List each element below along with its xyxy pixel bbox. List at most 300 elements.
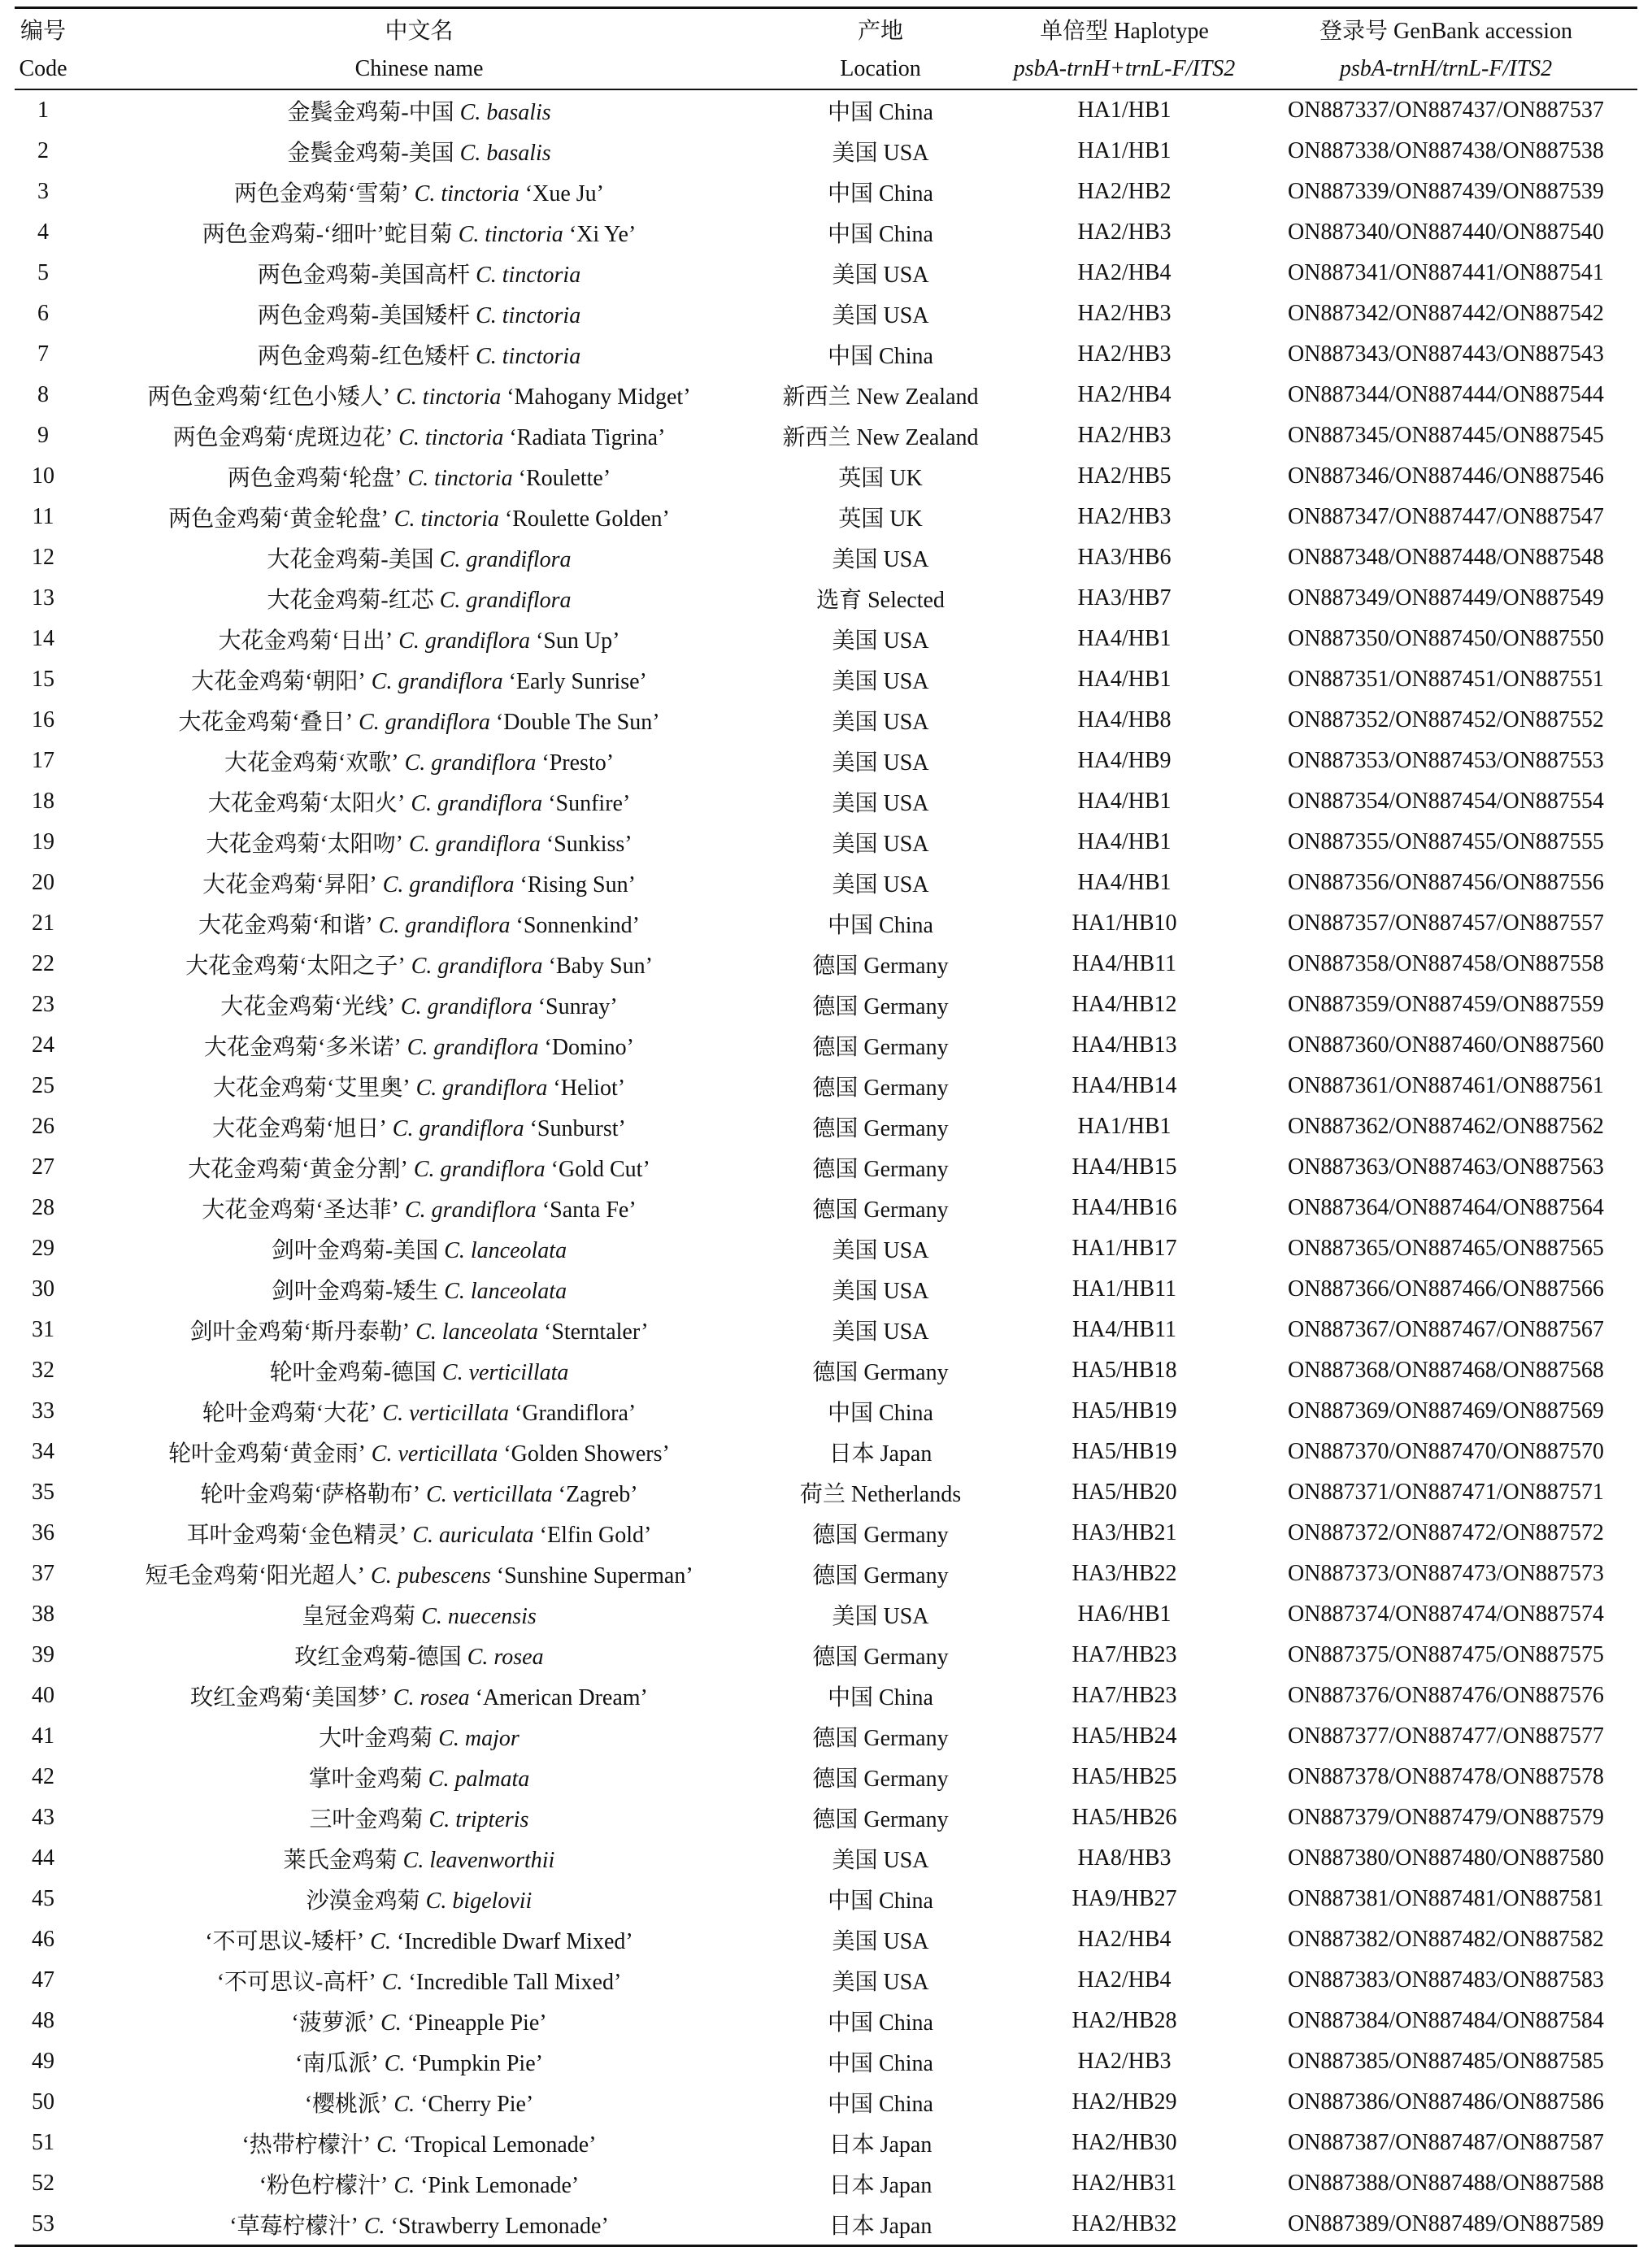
row-cultivar: ‘Presto’	[541, 750, 615, 776]
row-species: C. grandiflora	[398, 750, 542, 776]
row-location: 德国 Germany	[812, 954, 949, 979]
row-location: 美国 USA	[832, 1279, 929, 1304]
table-row	[15, 2123, 1637, 2163]
row-accession: ON887372/ON887472/ON887572	[1288, 1520, 1604, 1545]
row-species: C. grandiflora	[386, 1116, 530, 1141]
row-species: C. grandiflora	[365, 669, 509, 694]
row-accession: ON887364/ON887464/ON887564	[1288, 1195, 1604, 1220]
row-name	[72, 1960, 767, 2001]
row-name	[72, 1513, 767, 1554]
row-cultivar: ‘Golden Showers’	[503, 1441, 670, 1467]
row-accession: ON887357/ON887457/ON887557	[1288, 911, 1604, 936]
row-chinese-name: 沙漠金鸡菊	[306, 1888, 420, 1914]
row-accession: ON887366/ON887466/ON887566	[1288, 1276, 1604, 1302]
row-cultivar: ‘Sterntaler’	[544, 1319, 649, 1345]
row-haplotype: HA6/HB1	[1077, 1602, 1172, 1627]
table-row	[15, 1879, 1637, 1919]
row-location: 中国 China	[828, 913, 933, 938]
row-name	[72, 944, 767, 984]
row-code: 13	[32, 585, 54, 611]
table-row	[15, 741, 1637, 781]
header-row-english	[15, 50, 1637, 89]
row-accession: ON887369/ON887469/ON887569	[1288, 1398, 1604, 1423]
row-name	[72, 172, 767, 212]
row-name	[72, 1188, 767, 1228]
accession-table	[15, 7, 1637, 2247]
row-code: 2	[37, 138, 49, 163]
row-name	[72, 1066, 767, 1106]
row-accession: ON887350/ON887450/ON887550	[1288, 626, 1604, 651]
row-haplotype: HA2/HB3	[1077, 301, 1172, 326]
row-name	[72, 1554, 767, 1594]
row-accession: ON887380/ON887480/ON887580	[1288, 1845, 1604, 1871]
row-chinese-name: 大花金鸡菊‘朝阳’	[191, 669, 366, 694]
row-accession: ON887363/ON887463/ON887563	[1288, 1154, 1604, 1180]
row-chinese-name: 大花金鸡菊-美国	[267, 547, 434, 572]
row-code: 9	[37, 423, 49, 448]
row-code: 24	[32, 1032, 54, 1058]
table-row	[15, 172, 1637, 212]
row-name	[72, 1310, 767, 1350]
row-code: 23	[32, 992, 54, 1017]
row-code: 30	[32, 1276, 54, 1302]
row-code: 28	[32, 1195, 54, 1220]
row-haplotype: HA4/HB11	[1072, 951, 1177, 976]
row-haplotype: HA1/HB1	[1077, 1114, 1172, 1139]
row-cultivar: ‘Sunray’	[537, 994, 618, 1019]
table-row	[15, 375, 1637, 415]
row-species: C. rosea	[461, 1645, 544, 1670]
row-chinese-name: ‘热带柠檬汁’	[241, 2132, 372, 2158]
row-name	[72, 253, 767, 293]
row-accession: ON887367/ON887467/ON887567	[1288, 1317, 1604, 1342]
row-code: 17	[32, 748, 54, 773]
row-code: 36	[32, 1520, 54, 1545]
row-haplotype: HA2/HB4	[1077, 1967, 1172, 1993]
row-accession: ON887374/ON887474/ON887574	[1288, 1602, 1604, 1627]
row-haplotype: HA4/HB13	[1072, 1032, 1177, 1058]
row-code: 40	[32, 1683, 54, 1708]
row-location: 美国 USA	[832, 1848, 929, 1873]
row-cultivar: ‘Baby Sun’	[548, 954, 653, 979]
table-body	[15, 89, 1637, 2246]
row-location: 德国 Germany	[812, 1076, 949, 1101]
row-name	[72, 741, 767, 781]
row-chinese-name: 玫红金鸡菊‘美国梦’	[190, 1685, 388, 1710]
row-accession: ON887378/ON887478/ON887578	[1288, 1764, 1604, 1789]
row-code: 35	[32, 1480, 54, 1505]
row-accession: ON887361/ON887461/ON887561	[1288, 1073, 1604, 1098]
row-name	[72, 1432, 767, 1472]
row-species: C. grandiflora	[433, 588, 572, 613]
row-haplotype: HA2/HB29	[1072, 2089, 1177, 2114]
row-accession: ON887345/ON887445/ON887545	[1288, 423, 1604, 448]
row-location: 中国 China	[828, 100, 933, 125]
row-chinese-name: 三叶金鸡菊	[309, 1807, 424, 1832]
row-species: C. nuecensis	[415, 1604, 537, 1629]
row-accession: ON887375/ON887475/ON887575	[1288, 1642, 1604, 1667]
row-species: C. tinctoria	[402, 466, 519, 491]
row-haplotype: HA1/HB1	[1077, 98, 1172, 123]
row-species: C. rosea	[387, 1685, 476, 1710]
row-location: 德国 Germany	[812, 1807, 949, 1832]
table-row	[15, 456, 1637, 497]
row-code: 5	[37, 260, 49, 285]
row-cultivar: ‘Sun Up’	[536, 628, 620, 654]
table-row	[15, 903, 1637, 944]
row-haplotype: HA4/HB1	[1077, 667, 1172, 692]
row-accession: ON887347/ON887447/ON887547	[1288, 504, 1604, 529]
row-chinese-name: ‘不可思议-高杆’	[216, 1970, 376, 1995]
row-location: 德国 Germany	[812, 1197, 949, 1223]
row-code: 47	[32, 1967, 54, 1993]
row-chinese-name: 剑叶金鸡菊-美国	[271, 1238, 439, 1263]
row-name	[72, 1838, 767, 1879]
row-name	[72, 1391, 767, 1432]
row-cultivar: ‘Sunfire’	[548, 791, 631, 816]
row-haplotype: HA5/HB18	[1072, 1358, 1177, 1383]
row-name	[72, 2082, 767, 2123]
table-row	[15, 1269, 1637, 1310]
row-location: 英国 UK	[838, 506, 923, 532]
row-name	[72, 700, 767, 741]
header-chinese-name: 中文名	[72, 8, 767, 50]
row-code: 1	[37, 98, 49, 123]
row-chinese-name: 掌叶金鸡菊	[308, 1767, 423, 1792]
table-row	[15, 1513, 1637, 1554]
table-row	[15, 1106, 1637, 1147]
row-location: 新西兰 New Zealand	[782, 385, 979, 410]
row-chinese-name: 大花金鸡菊‘太阳火’	[207, 791, 406, 816]
row-code: 33	[32, 1398, 54, 1423]
row-species: C.	[388, 2092, 421, 2117]
row-name	[72, 1350, 767, 1391]
row-accession: ON887358/ON887458/ON887558	[1288, 951, 1604, 976]
table-row	[15, 1919, 1637, 1960]
row-species: C. verticillata	[436, 1360, 569, 1385]
header-row-chinese	[15, 8, 1637, 50]
row-haplotype: HA1/HB1	[1077, 138, 1172, 163]
row-location: 德国 Germany	[812, 1360, 949, 1385]
table-row	[15, 334, 1637, 375]
table-row	[15, 984, 1637, 1025]
row-haplotype: HA3/HB21	[1072, 1520, 1177, 1545]
row-location: 中国 China	[828, 1685, 933, 1710]
row-accession: ON887379/ON887479/ON887579	[1288, 1805, 1604, 1830]
row-name	[72, 89, 767, 131]
row-code: 52	[32, 2171, 54, 2196]
row-cultivar: ‘American Dream’	[475, 1685, 648, 1710]
row-accession: ON887377/ON887477/ON887577	[1288, 1723, 1604, 1749]
row-accession: ON887385/ON887485/ON887585	[1288, 2049, 1604, 2074]
row-name	[72, 1269, 767, 1310]
row-chinese-name: 剑叶金鸡菊-矮生	[271, 1279, 439, 1304]
table-row	[15, 1432, 1637, 1472]
row-haplotype: HA2/HB3	[1077, 423, 1172, 448]
header-accession: 登录号 GenBank accession	[1254, 8, 1637, 50]
row-name	[72, 903, 767, 944]
row-name	[72, 1106, 767, 1147]
row-accession: ON887343/ON887443/ON887543	[1288, 341, 1604, 367]
row-location: 中国 China	[828, 1401, 933, 1426]
row-location: 中国 China	[828, 1888, 933, 1914]
row-code: 51	[32, 2130, 54, 2155]
row-accession: ON887376/ON887476/ON887576	[1288, 1683, 1604, 1708]
table-row	[15, 1675, 1637, 1716]
row-chinese-name: 两色金鸡菊-‘细叶’蛇目菊	[202, 222, 453, 247]
table-row	[15, 1797, 1637, 1838]
row-cultivar: ‘Incredible Tall Mixed’	[408, 1970, 622, 1995]
row-accession: ON887355/ON887455/ON887555	[1288, 829, 1604, 854]
row-location: 选育 Selected	[816, 588, 945, 613]
row-chinese-name: 皇冠金鸡菊	[302, 1604, 416, 1629]
row-haplotype: HA5/HB24	[1072, 1723, 1177, 1749]
row-location: 英国 UK	[838, 466, 923, 491]
row-chinese-name: 大花金鸡菊‘日出’	[218, 628, 393, 654]
row-cultivar: ‘Double The Sun’	[495, 710, 660, 735]
row-haplotype: HA4/HB8	[1077, 707, 1172, 732]
row-name	[72, 619, 767, 659]
row-code: 44	[32, 1845, 54, 1871]
row-code: 39	[32, 1642, 54, 1667]
row-species: C. grandiflora	[401, 1035, 545, 1060]
header-location: 产地	[767, 8, 994, 50]
row-code: 34	[32, 1439, 54, 1464]
row-chinese-name: 大花金鸡菊‘太阳之子’	[185, 954, 406, 979]
row-code: 50	[32, 2089, 54, 2114]
row-accession: ON887344/ON887444/ON887544	[1288, 382, 1604, 407]
row-cultivar: ‘Pink Lemonade’	[420, 2173, 580, 2198]
row-code: 49	[32, 2049, 54, 2074]
table-row	[15, 1066, 1637, 1106]
row-chinese-name: 两色金鸡菊‘黄金轮盘’	[168, 506, 389, 532]
row-chinese-name: 大花金鸡菊‘旭日’	[212, 1116, 387, 1141]
table-row	[15, 1147, 1637, 1188]
row-location: 美国 USA	[832, 1238, 929, 1263]
table-row	[15, 1757, 1637, 1797]
row-name	[72, 2123, 767, 2163]
row-name	[72, 1025, 767, 1066]
row-chinese-name: 两色金鸡菊-美国高杆	[257, 263, 471, 288]
table-row	[15, 1350, 1637, 1391]
row-code: 22	[32, 951, 54, 976]
row-species: C.	[376, 1970, 409, 1995]
row-accession: ON887346/ON887446/ON887546	[1288, 463, 1604, 489]
row-accession: ON887342/ON887442/ON887542	[1288, 301, 1604, 326]
table-row	[15, 2163, 1637, 2204]
row-location: 中国 China	[828, 2092, 933, 2117]
row-location: 中国 China	[828, 344, 933, 369]
row-location: 新西兰 New Zealand	[782, 425, 979, 450]
row-chinese-name: 两色金鸡菊-美国矮杆	[257, 303, 471, 328]
row-cultivar: ‘Xi Ye’	[568, 222, 637, 247]
row-location: 德国 Germany	[812, 994, 949, 1019]
row-code: 3	[37, 179, 49, 204]
row-species: C. verticillata	[420, 1482, 559, 1507]
row-name	[72, 1919, 767, 1960]
row-code: 10	[32, 463, 54, 489]
row-cultivar: ‘Gold Cut’	[550, 1157, 650, 1182]
row-location: 中国 China	[828, 181, 933, 206]
row-location: 美国 USA	[832, 750, 929, 776]
row-cultivar: ‘Elfin Gold’	[539, 1523, 652, 1548]
row-chinese-name: 两色金鸡菊-红色矮杆	[257, 344, 471, 369]
row-species: C. verticillata	[376, 1401, 515, 1426]
row-location: 美国 USA	[832, 1319, 929, 1345]
row-accession: ON887352/ON887452/ON887552	[1288, 707, 1604, 732]
row-species: C. lanceolata	[438, 1279, 567, 1304]
row-location: 美国 USA	[832, 1970, 929, 1995]
row-accession: ON887368/ON887468/ON887568	[1288, 1358, 1604, 1383]
row-species: C. grandiflora	[410, 1076, 554, 1101]
row-chinese-name: 轮叶金鸡菊‘黄金雨’	[168, 1441, 366, 1467]
row-haplotype: HA1/HB10	[1072, 911, 1177, 936]
table-row	[15, 2204, 1637, 2246]
row-location: 德国 Germany	[812, 1726, 949, 1751]
row-accession: ON887370/ON887470/ON887570	[1288, 1439, 1604, 1464]
row-location: 德国 Germany	[812, 1523, 949, 1548]
row-haplotype: HA5/HB25	[1072, 1764, 1177, 1789]
row-chinese-name: 大花金鸡菊‘多米诺’	[204, 1035, 402, 1060]
row-species: C. grandiflora	[407, 1157, 551, 1182]
table-row	[15, 1310, 1637, 1350]
row-chinese-name: 两色金鸡菊‘轮盘’	[227, 466, 402, 491]
row-cultivar: ‘Santa Fe’	[541, 1197, 637, 1223]
row-cultivar: ‘Xue Ju’	[524, 181, 604, 206]
row-species: C. lanceolata	[410, 1319, 544, 1345]
row-species: C. tinctoria	[408, 181, 525, 206]
row-chinese-name: 大花金鸡菊‘昇阳’	[202, 872, 377, 897]
row-chinese-name: 耳叶金鸡菊‘金色精灵’	[186, 1523, 407, 1548]
row-accession: ON887382/ON887482/ON887582	[1288, 1927, 1604, 1952]
table-row	[15, 1391, 1637, 1432]
row-haplotype: HA4/HB11	[1072, 1317, 1177, 1342]
row-chinese-name: 大花金鸡菊‘和谐’	[198, 913, 373, 938]
row-code: 38	[32, 1602, 54, 1627]
row-chinese-name: 轮叶金鸡菊‘萨格勒布’	[200, 1482, 421, 1507]
row-name	[72, 2001, 767, 2041]
row-chinese-name: 大花金鸡菊‘圣达菲’	[202, 1197, 399, 1223]
row-accession: ON887381/ON887481/ON887581	[1288, 1886, 1604, 1911]
row-cultivar: ‘Pumpkin Pie’	[411, 2051, 543, 2076]
haplotype-markers-text: psbA-trnH+trnL-F/ITS2	[1013, 56, 1236, 81]
row-location: 美国 USA	[832, 791, 929, 816]
row-name	[72, 497, 767, 537]
row-name	[72, 415, 767, 456]
table-row	[15, 1472, 1637, 1513]
row-location: 中国 China	[828, 2051, 933, 2076]
table-row	[15, 1838, 1637, 1879]
row-species: C. auriculata	[406, 1523, 540, 1548]
table-row	[15, 497, 1637, 537]
row-haplotype: HA8/HB3	[1077, 1845, 1172, 1871]
table-row	[15, 619, 1637, 659]
row-haplotype: HA9/HB27	[1072, 1886, 1177, 1911]
row-accession: ON887362/ON887462/ON887562	[1288, 1114, 1604, 1139]
row-haplotype: HA2/HB3	[1077, 219, 1172, 245]
row-code: 31	[32, 1317, 54, 1342]
row-haplotype: HA2/HB32	[994, 2204, 1254, 2246]
table-row	[15, 1228, 1637, 1269]
table-row	[15, 1716, 1637, 1757]
row-code: 19	[32, 829, 54, 854]
row-cultivar: ‘Rising Sun’	[520, 872, 636, 897]
row-species: C.	[378, 2051, 411, 2076]
row-code: 42	[32, 1764, 54, 1789]
row-location: 中国 China	[828, 222, 933, 247]
row-haplotype: HA4/HB1	[1077, 789, 1172, 814]
row-haplotype: HA2/HB31	[1072, 2171, 1177, 2196]
row-haplotype: HA4/HB12	[1072, 992, 1177, 1017]
row-name	[72, 1716, 767, 1757]
row-cultivar: ‘Radiata Tigrina’	[509, 425, 666, 450]
row-code: 46	[32, 1927, 54, 1952]
row-name	[72, 2041, 767, 2082]
row-cultivar: ‘Tropical Lemonade’	[402, 2132, 597, 2158]
row-location: 美国 USA	[832, 547, 929, 572]
table-row	[15, 1594, 1637, 1635]
row-location: 荷兰 Netherlands	[799, 1482, 962, 1507]
row-chinese-name: 莱氏金鸡菊	[283, 1848, 398, 1873]
row-chinese-name: 两色金鸡菊‘虎斑边花’	[172, 425, 393, 450]
row-species: C.	[358, 2214, 391, 2239]
table-row	[15, 781, 1637, 822]
row-haplotype: HA3/HB22	[1072, 1561, 1177, 1586]
row-accession: ON887337/ON887437/ON887537	[1288, 98, 1604, 123]
row-accession: ON887359/ON887459/ON887559	[1288, 992, 1604, 1017]
row-code: 12	[32, 545, 54, 570]
row-name	[72, 1757, 767, 1797]
row-location: 日本 Japan	[828, 2173, 933, 2198]
row-name	[72, 659, 767, 700]
row-cultivar: ‘Sunburst’	[529, 1116, 626, 1141]
row-name	[72, 1147, 767, 1188]
row-accession: ON887360/ON887460/ON887560	[1288, 1032, 1604, 1058]
row-name	[72, 2163, 767, 2204]
row-accession: ON887373/ON887473/ON887573	[1288, 1561, 1604, 1586]
row-location: 美国 USA	[832, 872, 929, 897]
row-chinese-name: 大花金鸡菊‘叠日’	[178, 710, 354, 735]
row-haplotype: HA2/HB4	[1077, 1927, 1172, 1952]
row-species: C. grandiflora	[405, 791, 549, 816]
row-cultivar: ‘Zagreb’	[558, 1482, 638, 1507]
row-haplotype: HA4/HB1	[1077, 626, 1172, 651]
header-location-en: Location	[767, 50, 994, 89]
row-species: C. bigelovii	[420, 1888, 533, 1914]
row-accession: ON887365/ON887465/ON887565	[1288, 1236, 1604, 1261]
row-species: C. grandiflora	[394, 994, 538, 1019]
row-haplotype: HA5/HB20	[1072, 1480, 1177, 1505]
row-species: C. tinctoria	[470, 344, 581, 369]
row-cultivar: ‘Incredible Dwarf Mixed’	[396, 1929, 633, 1954]
row-haplotype: HA4/HB14	[1072, 1073, 1177, 1098]
row-name	[72, 2204, 767, 2246]
row-species: C. grandiflora	[398, 1197, 542, 1223]
row-haplotype: HA2/HB3	[1077, 2049, 1172, 2074]
row-cultivar: ‘Domino’	[544, 1035, 634, 1060]
header-chinese-name-en: Chinese name	[72, 50, 767, 89]
row-chinese-name: ‘不可思议-矮杆’	[205, 1929, 365, 1954]
table-row	[15, 131, 1637, 172]
row-code: 37	[32, 1561, 54, 1586]
row-haplotype: HA4/HB16	[1072, 1195, 1177, 1220]
row-location: 中国 China	[828, 2010, 933, 2036]
row-location: 美国 USA	[832, 263, 929, 288]
row-code: 43	[32, 1805, 54, 1830]
row-location: 德国 Germany	[812, 1035, 949, 1060]
row-name	[72, 375, 767, 415]
table-row	[15, 89, 1637, 131]
